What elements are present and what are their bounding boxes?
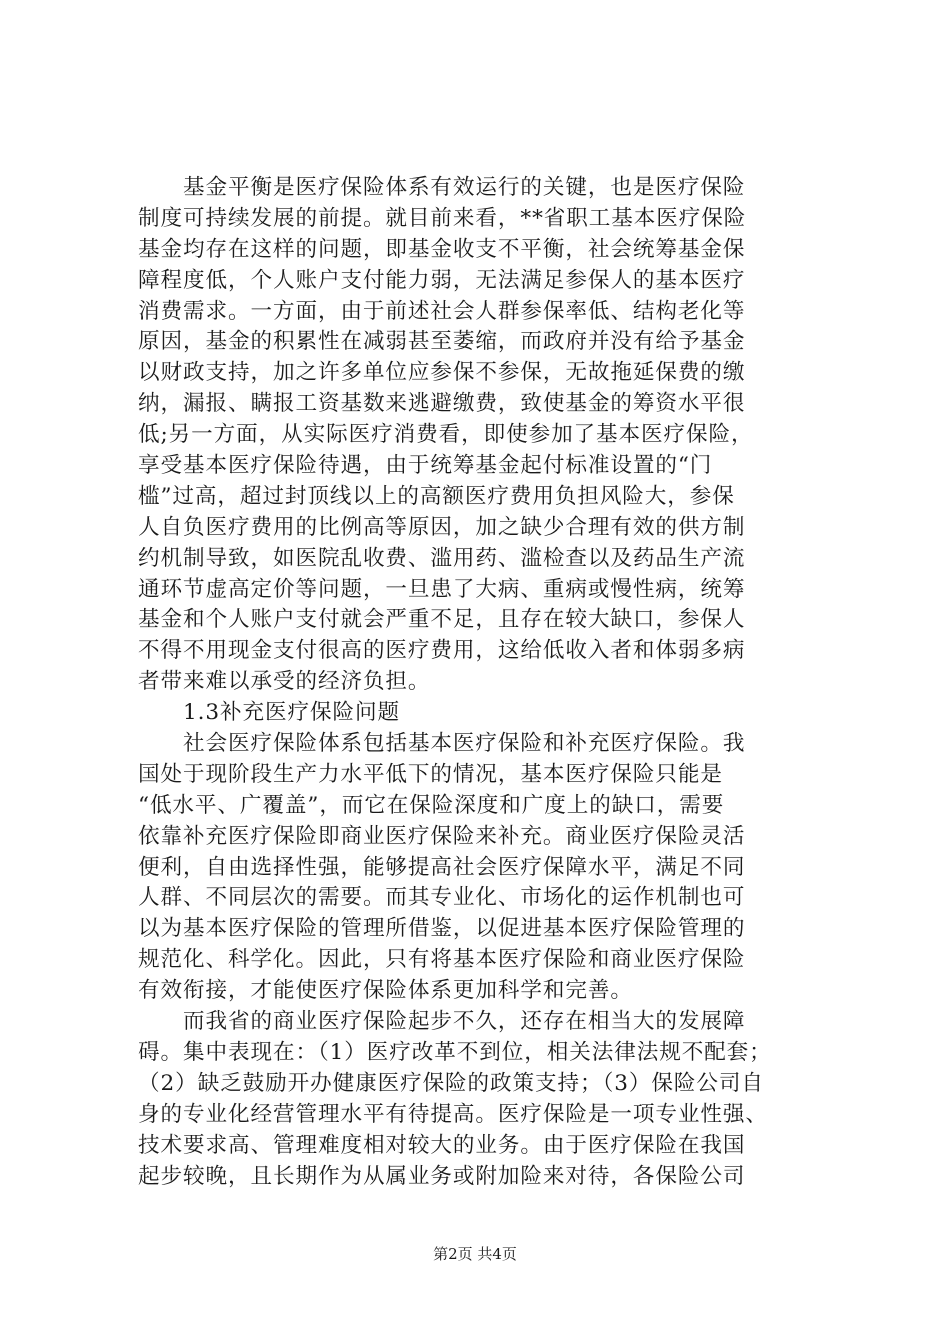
text-line: 依靠补充医疗保险即商业医疗保险来补充。商业医疗保险灵活 [138, 823, 746, 849]
text-line: 约机制导致，如医院乱收费、滥用药、滥检查以及药品生产流 [138, 545, 746, 571]
text-line: 槛”过高，超过封顶线以上的高额医疗费用负担风险大，参保 [138, 483, 735, 509]
text-line: 以财政支持，加之许多单位应参保不参保，无故拖延保费的缴 [138, 360, 746, 386]
text-line: 而我省的商业医疗保险起步不久，还存在相当大的发展障 [183, 1009, 746, 1035]
text-line: “低水平、广覆盖”，而它在保险深度和广度上的缺口，需要 [138, 792, 725, 818]
text-line: 原因，基金的积累性在减弱甚至萎缩，而政府并没有给予基金 [138, 329, 746, 355]
text-line: 消费需求。一方面，由于前述社会人群参保率低、结构老化等 [138, 298, 746, 324]
text-line: 国处于现阶段生产力水平低下的情况，基本医疗保险只能是 [138, 761, 723, 787]
text-line: 纳，漏报、瞒报工资基数来逃避缴费，致使基金的筹资水平很 [138, 391, 746, 417]
text-line: 不得不用现金支付很高的医疗费用，这给低收入者和体弱多病 [138, 638, 746, 664]
text-line: 障程度低，个人账户支付能力弱，无法满足参保人的基本医疗 [138, 267, 746, 293]
body-text [138, 173, 838, 1192]
text-line: 便利，自由选择性强，能够提高社会医疗保障水平，满足不同 [138, 854, 746, 880]
text-line: 人群、不同层次的需要。而其专业化、市场化的运作机制也可 [138, 885, 746, 911]
text-line: 起步较晚，且长期作为从属业务或附加险来对待，各保险公司 [138, 1163, 746, 1189]
text-line: 基金均存在这样的问题，即基金收支不平衡，社会统筹基金保 [138, 236, 746, 262]
text-line: 基金平衡是医疗保险体系有效运行的关键，也是医疗保险 [183, 175, 746, 200]
text-line: 身的专业化经营管理水平有待提高。医疗保险是一项专业性强、 [138, 1101, 768, 1127]
text-line: 者带来难以承受的经济负担。 [138, 669, 431, 695]
text-line: 低;另一方面，从实际医疗消费看，即使参加了基本医疗保险， [138, 422, 754, 448]
text-line: 有效衔接，才能使医疗保险体系更加科学和完善。 [138, 978, 633, 1004]
text-line: 基金和个人账户支付就会严重不足，且存在较大缺口，参保人 [138, 607, 746, 633]
text-line: 社会医疗保险体系包括基本医疗保险和补充医疗保险。我 [183, 731, 746, 757]
text-line: 制度可持续发展的前提。就目前来看，**省职工基本医疗保险 [138, 205, 747, 231]
text-line: 享受基本医疗保险待遇，由于统筹基金起付标准设置的“门 [138, 453, 713, 479]
text-line: （2）缺乏鼓励开办健康医疗保险的政策支持；（3）保险公司自 [138, 1070, 764, 1096]
text-line: 1.3补充医疗保险问题 [183, 700, 400, 726]
text-line: 人自负医疗费用的比例高等原因，加之缺少合理有效的供方制 [138, 514, 746, 540]
page-footer: 第2页 共4页 [433, 1245, 517, 1263]
text-line: 碍。集中表现在：（1）医疗改革不到位，相关法律法规不配套； [138, 1039, 772, 1065]
text-line: 通环节虚高定价等问题，一旦患了大病、重病或慢性病，统筹 [138, 576, 746, 602]
text-line: 以为基本医疗保险的管理所借鉴，以促进基本医疗保险管理的 [138, 916, 746, 942]
text-line: 规范化、科学化。因此，只有将基本医疗保险和商业医疗保险 [138, 947, 746, 973]
text-line: 技术要求高、管理难度相对较大的业务。由于医疗保险在我国 [138, 1132, 746, 1158]
